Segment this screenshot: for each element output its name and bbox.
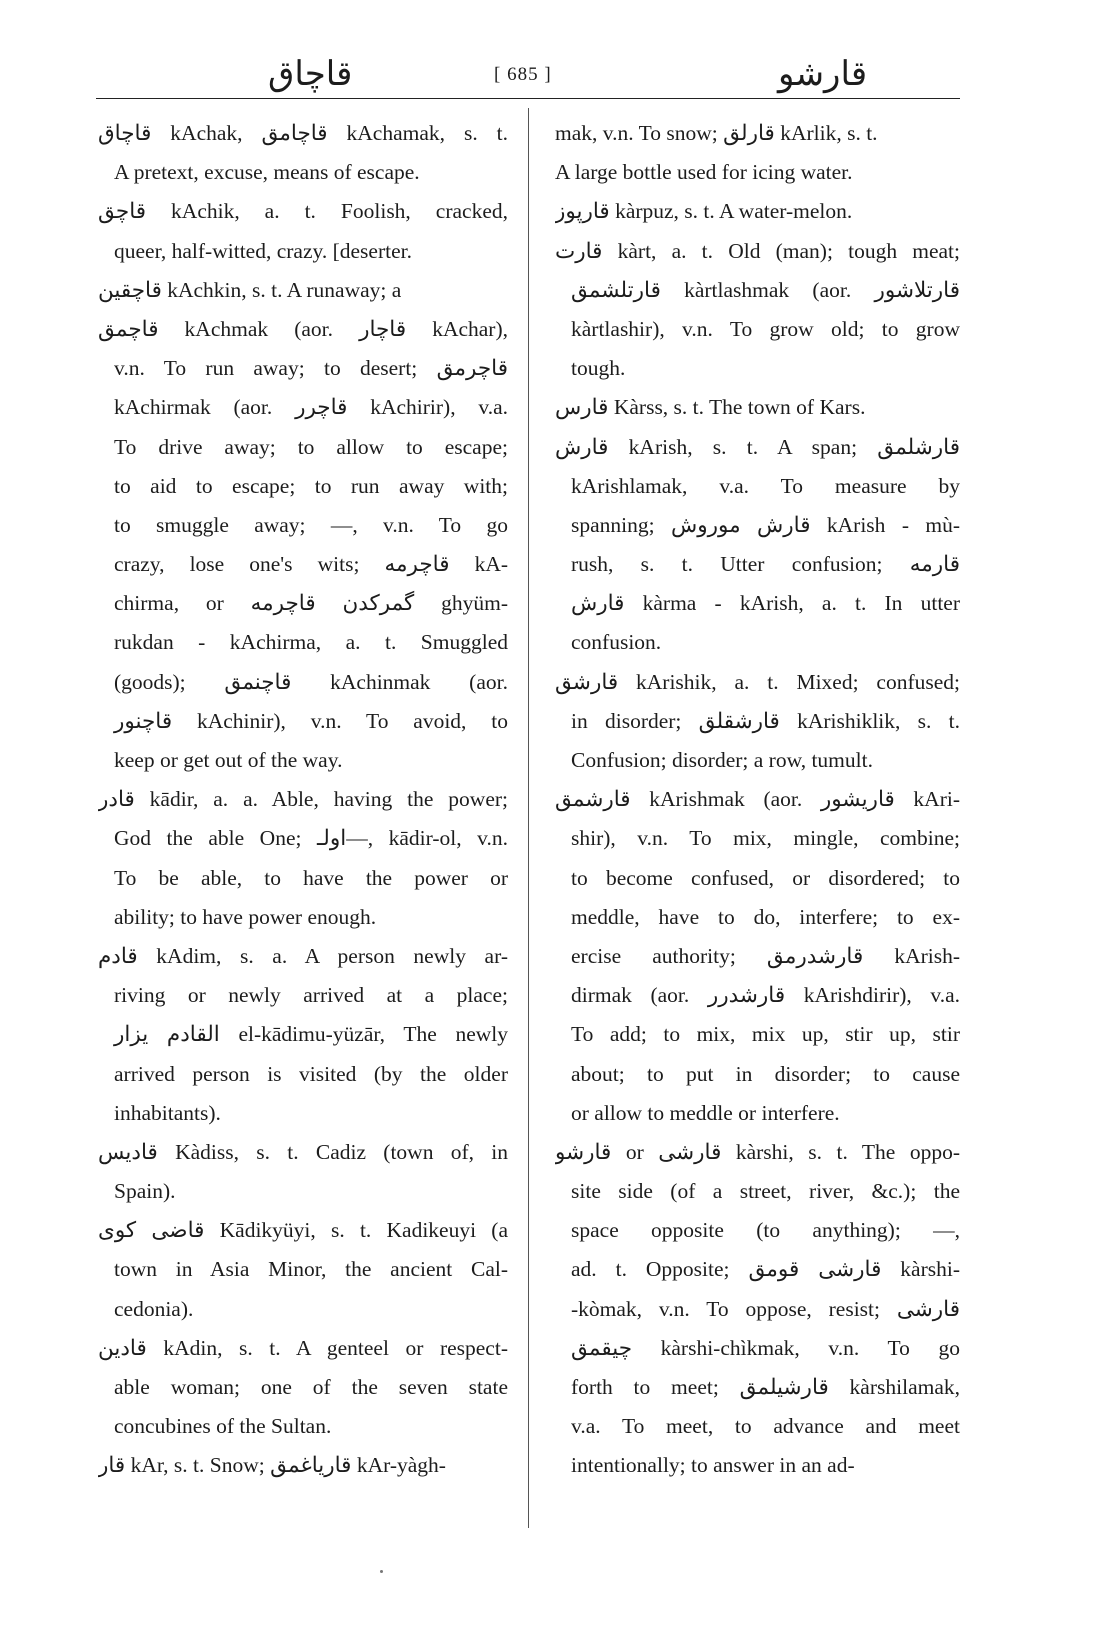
entry-line: قار kAr, s. t. Snow; قارياغمق kAr-yàgh- [98,1453,446,1478]
left-column [98,114,508,1486]
entry-line: (goods); قاچنمق kAchinmak (aor. [114,669,508,694]
entry-line: inhabitants). [114,1100,221,1125]
entry-line: قارتلشمق kàrtlashmak (aor. قارتلاشور [571,277,960,302]
entry-line: space opposite (to anything); —, [571,1218,960,1243]
entry-line: forth to meet; قارشیلمق kàrshilamak, [571,1375,960,1399]
entry-line: ability; to have power enough. [114,904,377,929]
entry-line: intentionally; to answer in an ad- [571,1453,855,1478]
entry-line: kArishlamak, v.a. To measure by [571,473,960,498]
entry-line: To drive away; to allow to escape; [114,434,508,459]
running-headword-left: قاچاق [268,56,353,93]
entry-line: to become confused, or disordered; to [571,865,960,890]
entry-line: queer, half-witted, crazy. [deserter. [114,238,412,263]
entry-line: chirma, or گمركدن قاچرمه ghyüm- [114,591,508,616]
entry-line: A pretext, excuse, means of escape. [114,160,420,185]
entry-line: God the able One; اولـ—, kādir-ol, v.n. [114,826,508,851]
entry-line: القادم يزار el-kādimu-yüzār, The newly [114,1022,508,1047]
entry-line: concubines of the Sultan. [114,1414,332,1439]
entry-line: قارش kArish, s. t. A span; قارشلمق [555,434,960,459]
entry-line: قاضی كوی Kādikyüyi, s. t. Kadikeuyi (a [98,1218,508,1243]
entry-line: v.a. To meet, to advance and meet [571,1414,960,1439]
page-number: [ 685 ] [494,64,552,85]
entry-line: v.n. To run away; to desert; قاچرمق [114,356,508,381]
entry-line: to aid to escape; to run away with; [114,473,508,498]
entry-line: rush, s. t. Utter confusion; قارمه [571,552,960,577]
page-header [78,48,958,100]
entry-line: meddle, have to do, interfere; to ex- [571,904,960,929]
entry-line: about; to put in disorder; to cause [571,1061,960,1086]
entry-line: قارس Kàrss, s. t. The town of Kars. [555,395,866,420]
entry-line: قارشمق kArishmak (aor. قاريشور kAri- [555,787,960,812]
entry-line: or allow to meddle or interfere. [571,1100,840,1125]
entry-line: قارت kàrt, a. t. Old (man); tough meat; [555,238,960,263]
entry-line: crazy, lose one's wits; قاچرمه kA- [114,552,508,577]
entry-line: Confusion; disorder; a row, tumult. [571,748,873,772]
header-rule [96,98,960,99]
entry-line: قادین kAdin, s. t. A genteel or respect- [98,1335,508,1360]
entry-line: riving or newly arrived at a place; [114,983,508,1008]
entry-line: قارشق kArishik, a. t. Mixed; confused; [555,669,960,694]
entry-line: قادر kādir, a. a. Able, having the power; [98,787,508,812]
entry-line: قاچمق kAchmak (aor. قاچار kAchar), [98,316,508,341]
entry-line: چیقمق kàrshi-chìkmak, v.n. To go [571,1335,960,1360]
entry-line: kàrtlashir), v.n. To grow old; to grow [571,316,960,341]
entry-line: dirmak (aor. قارشدرر kArishdirir), v.a. [571,983,960,1008]
entry-line: in disorder; قارشقلق kArishiklik, s. t. [571,708,960,733]
entry-line: Spain). [114,1179,176,1204]
entry-line: keep or get out of the way. [114,748,343,772]
entry-line: قاچق kAchik, a. t. Foolish, cracked, [98,199,508,224]
stray-mark [380,1570,383,1573]
entry-line: قادم kAdim, s. a. A person newly ar- [98,943,508,968]
entry-line: To be able, to have the power or [114,865,508,890]
entry-line: To add; to mix, mix up, stir up, stir [571,1022,960,1047]
entry-line: -kòmak, v.n. To oppose, resist; قارشی [571,1296,960,1321]
entry-line: town in Asia Minor, the ancient Cal- [114,1257,508,1282]
entry-line: site side (of a street, river, &c.); the [571,1179,960,1204]
entry-line: to smuggle away; —, v.n. To go [114,512,508,537]
entry-line: shir), v.n. To mix, mingle, combine; [571,826,960,851]
entry-line: able woman; one of the seven state [114,1375,508,1399]
entry-line: mak, v.n. To snow; قارلق kArlik, s. t. [555,121,878,145]
entry-line: ad. t. Opposite; قارشی قومق kàrshi- [571,1257,960,1282]
column-divider [528,108,529,1528]
entry-line: قارشو or قارشی kàrshi, s. t. The oppo- [555,1139,960,1164]
entry-line: confusion. [571,630,662,655]
entry-line: tough. [571,356,626,381]
entry-line: kAchirmak (aor. قاچرر kAchirir), v.a. [114,395,508,420]
entry-line: قاچنور kAchinir), v.n. To avoid, to [114,708,508,733]
running-headword-right: قارشو [778,56,868,93]
entry-line: قارپوز kàrpuz, s. t. A water-melon. [555,199,853,224]
entry-line: ercise authority; قارشدرمق kArish- [571,943,960,968]
entry-line: rukdan - kAchirma, a. t. Smuggled [114,630,508,655]
entry-line: قارش kàrma - kArish, a. t. In utter [571,591,960,616]
entry-line: A large bottle used for icing water. [555,160,853,185]
entry-line: قاچقین kAchkin, s. t. A runaway; a [98,277,402,302]
entry-line: cedonia). [114,1296,194,1321]
entry-line: spanning; قارش موروش kArish - mù- [571,512,960,537]
right-column [555,114,960,1486]
entry-line: قاچاق kAchak, قاچامق kAchamak, s. t. [98,121,508,145]
entry-line: قادیس Kàdiss, s. t. Cadiz (town of, in [98,1139,508,1164]
entry-line: arrived person is visited (by the older [114,1061,508,1086]
